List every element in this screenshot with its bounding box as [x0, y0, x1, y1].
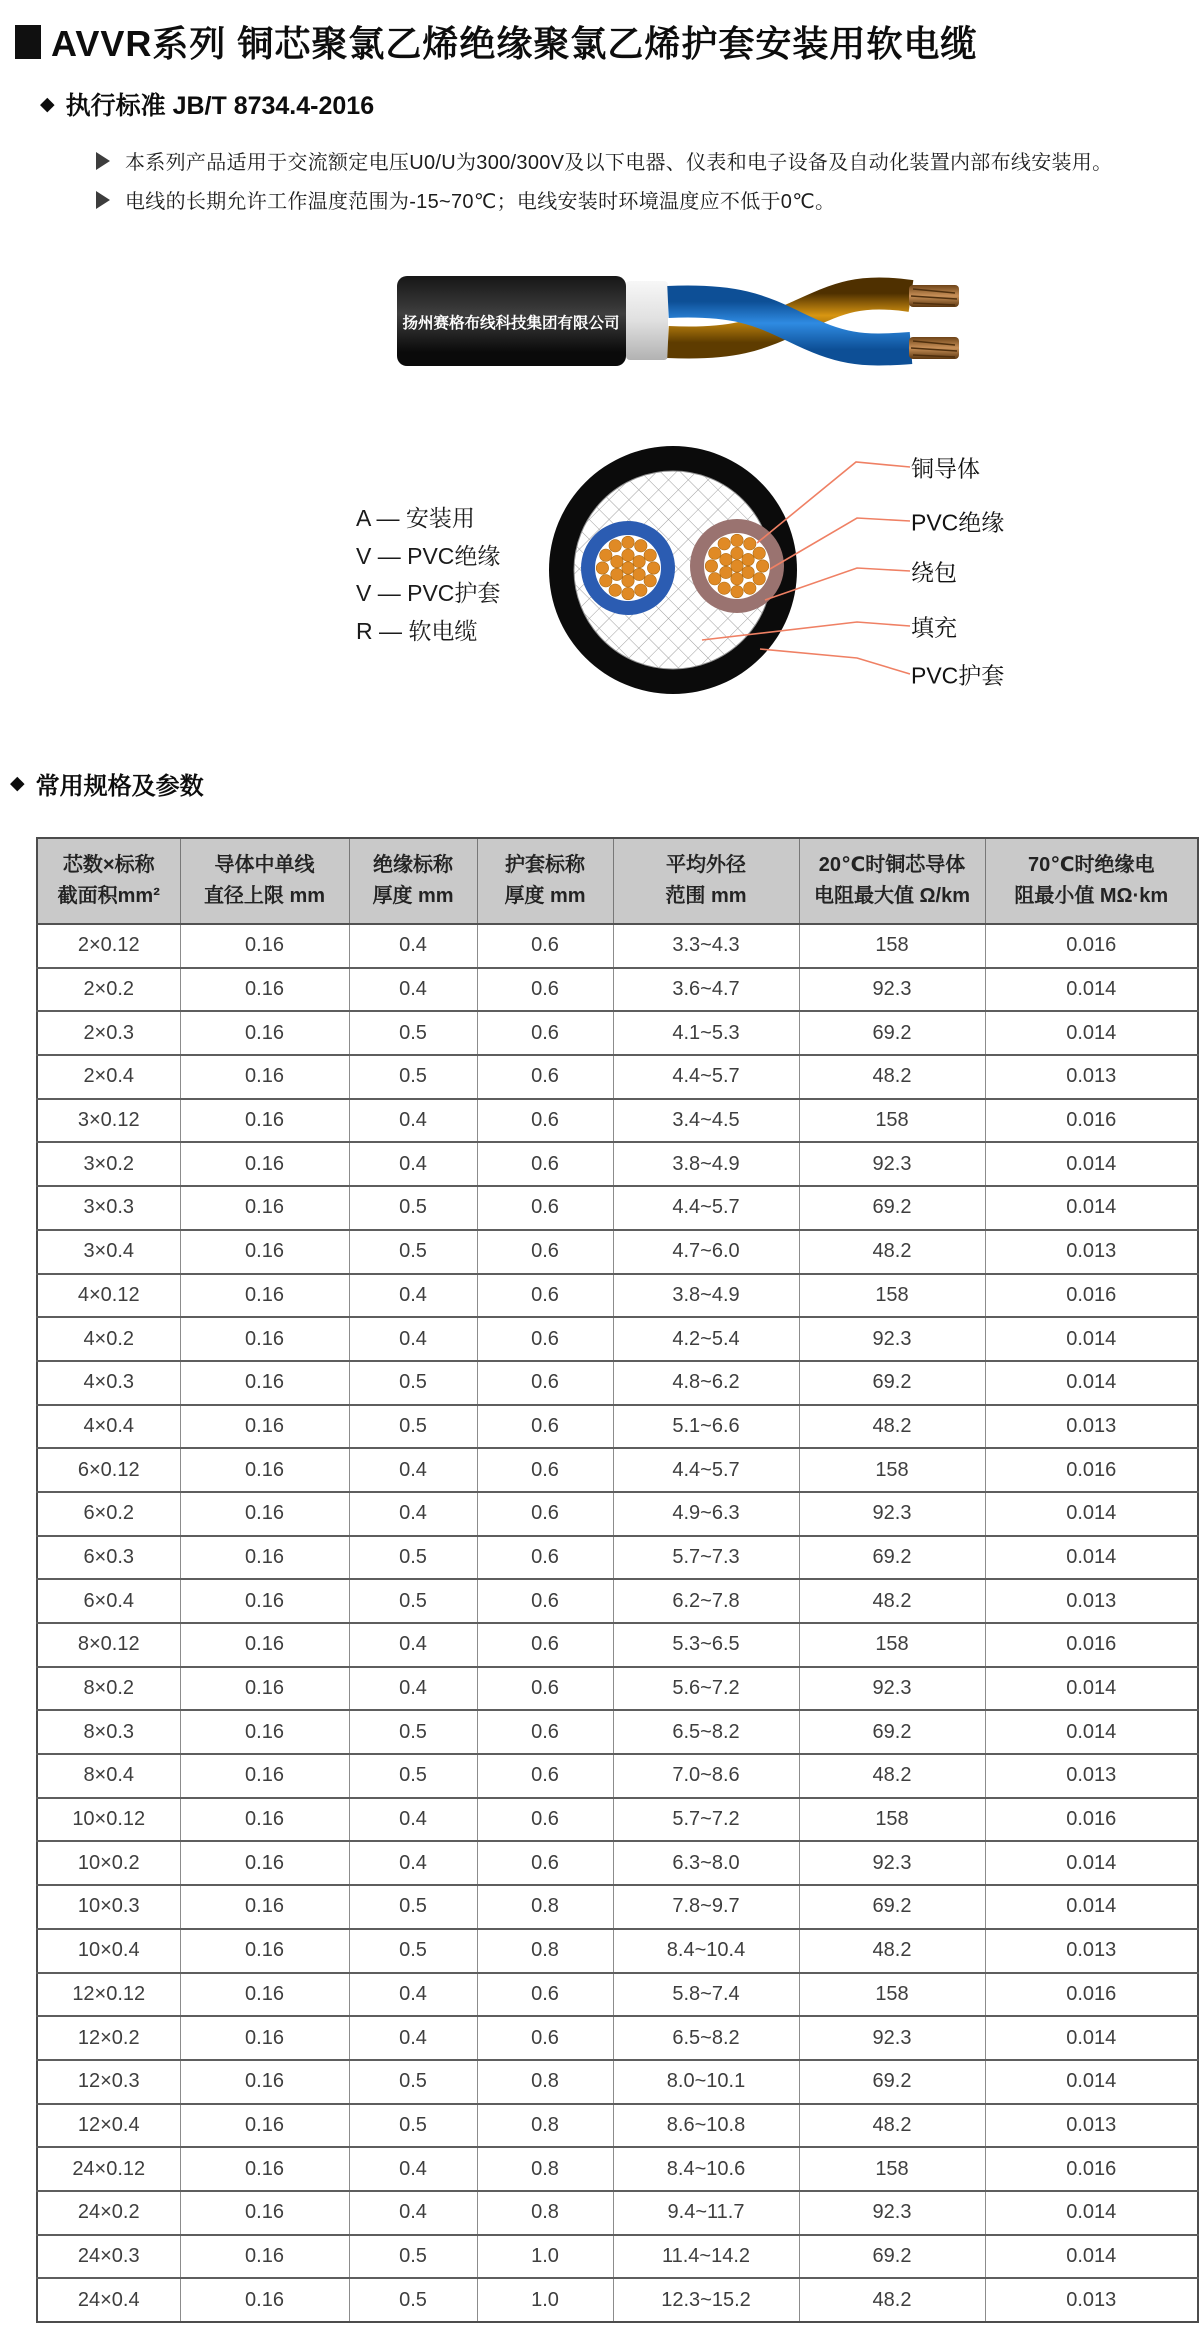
spec-cell: 24×0.3	[37, 2235, 180, 2279]
spec-cell: 0.8	[477, 1929, 613, 1973]
table-row	[37, 2191, 1198, 2235]
spec-cell: 0.6	[477, 1798, 613, 1842]
spec-cell: 8.4~10.6	[613, 2147, 799, 2191]
spec-cell: 0.16	[180, 1055, 349, 1099]
spec-cell: 0.016	[985, 1099, 1198, 1143]
cable-brand-text: 扬州赛格布线科技集团有限公司	[402, 315, 620, 332]
column-header: 导体中单线 直径上限 mm	[180, 838, 349, 924]
table-row	[37, 1754, 1198, 1798]
spec-cell: 8×0.12	[37, 1623, 180, 1667]
spec-cell: 0.16	[180, 1754, 349, 1798]
spec-cell: 0.5	[349, 2060, 477, 2104]
spec-cell: 0.4	[349, 1317, 477, 1361]
column-header: 护套标称 厚度 mm	[477, 838, 613, 924]
table-row	[37, 2016, 1198, 2060]
spec-cell: 0.16	[180, 1317, 349, 1361]
spec-cell: 92.3	[799, 1142, 985, 1186]
spec-cell: 0.16	[180, 1405, 349, 1449]
spec-cell: 10×0.12	[37, 1798, 180, 1842]
table-row	[37, 1011, 1198, 1055]
spec-cell: 0.016	[985, 1798, 1198, 1842]
spec-cell: 4.2~5.4	[613, 1317, 799, 1361]
spec-cell: 48.2	[799, 1579, 985, 1623]
spec-cell: 12×0.4	[37, 2104, 180, 2148]
spec-cell: 24×0.12	[37, 2147, 180, 2191]
spec-cell: 0.16	[180, 1011, 349, 1055]
spec-cell: 0.16	[180, 1623, 349, 1667]
spec-cell: 5.1~6.6	[613, 1405, 799, 1449]
spec-cell: 0.5	[349, 2235, 477, 2279]
table-row	[37, 1142, 1198, 1186]
spec-cell: 0.016	[985, 924, 1198, 968]
table-row	[37, 2147, 1198, 2191]
spec-cell: 158	[799, 1798, 985, 1842]
spec-cell: 0.16	[180, 1798, 349, 1842]
spec-cell: 48.2	[799, 2278, 985, 2322]
spec-cell: 4.8~6.2	[613, 1361, 799, 1405]
standard-text: 执行标准 JB/T 8734.4-2016	[65, 92, 375, 120]
table-row	[37, 1623, 1198, 1667]
column-header: 平均外径 范围 mm	[613, 838, 799, 924]
table-row	[37, 1885, 1198, 1929]
spec-cell: 3.4~4.5	[613, 1099, 799, 1143]
spec-cell: 0.4	[349, 1492, 477, 1536]
spec-cell: 0.014	[985, 968, 1198, 1012]
spec-cell: 2×0.3	[37, 1011, 180, 1055]
spec-cell: 0.6	[477, 2016, 613, 2060]
spec-cell: 0.6	[477, 1579, 613, 1623]
table-row	[37, 2235, 1198, 2279]
spec-cell: 0.4	[349, 1973, 477, 2017]
spec-cell: 0.014	[985, 2235, 1198, 2279]
spec-cell: 92.3	[799, 1317, 985, 1361]
structure-legend	[356, 500, 500, 650]
spec-cell: 0.5	[349, 1710, 477, 1754]
spec-cell: 0.6	[477, 1667, 613, 1711]
leader-line-sheath	[760, 649, 910, 674]
spec-cell: 0.6	[477, 1361, 613, 1405]
spec-cell: 92.3	[799, 2016, 985, 2060]
spec-cell: 0.013	[985, 1754, 1198, 1798]
spec-cell: 0.8	[477, 2060, 613, 2104]
spec-cell: 0.4	[349, 1798, 477, 1842]
spec-cell: 8×0.3	[37, 1710, 180, 1754]
spec-cell: 158	[799, 1274, 985, 1318]
spec-cell: 0.014	[985, 1186, 1198, 1230]
spec-cell: 0.5	[349, 2104, 477, 2148]
spec-cell: 0.16	[180, 1361, 349, 1405]
spec-cell: 5.7~7.2	[613, 1798, 799, 1842]
product-note	[96, 146, 1112, 175]
callout-label: 绕包	[911, 559, 957, 586]
spec-cell: 158	[799, 1448, 985, 1492]
title-square-marker	[15, 25, 41, 59]
spec-cell: 158	[799, 1973, 985, 2017]
spec-cell: 0.014	[985, 2191, 1198, 2235]
diamond-bullet-icon: ◆	[10, 773, 25, 794]
column-header: 20℃时铜芯导体 电阻最大值 Ω/km	[799, 838, 985, 924]
spec-cell: 3×0.4	[37, 1230, 180, 1274]
table-row	[37, 1929, 1198, 1973]
spec-cell: 0.4	[349, 1841, 477, 1885]
note-text: 本系列产品适用于交流额定电压U0/U为300/300V及以下电器、仪表和电子设备及自动化装置内部布线安装用。	[125, 152, 1113, 174]
spec-cell: 7.0~8.6	[613, 1754, 799, 1798]
spec-cell: 48.2	[799, 1055, 985, 1099]
spec-cell: 0.014	[985, 1885, 1198, 1929]
spec-cell: 0.16	[180, 1841, 349, 1885]
table-row	[37, 1667, 1198, 1711]
spec-cell: 2×0.4	[37, 1055, 180, 1099]
specs-table-body	[37, 924, 1198, 2322]
spec-cell: 0.013	[985, 1579, 1198, 1623]
spec-cell: 0.4	[349, 1448, 477, 1492]
table-row	[37, 2060, 1198, 2104]
table-row	[37, 1230, 1198, 1274]
spec-cell: 0.014	[985, 1841, 1198, 1885]
spec-cell: 0.4	[349, 1623, 477, 1667]
spec-cell: 0.014	[985, 1492, 1198, 1536]
spec-cell: 0.8	[477, 2104, 613, 2148]
spec-cell: 0.16	[180, 2278, 349, 2322]
spec-cell: 0.014	[985, 1536, 1198, 1580]
spec-cell: 0.16	[180, 2060, 349, 2104]
spec-cell: 0.6	[477, 1754, 613, 1798]
spec-cell: 0.014	[985, 2016, 1198, 2060]
spec-cell: 4.4~5.7	[613, 1055, 799, 1099]
spec-cell: 92.3	[799, 1492, 985, 1536]
spec-cell: 10×0.4	[37, 1929, 180, 1973]
spec-cell: 0.16	[180, 1186, 349, 1230]
spec-cell: 0.16	[180, 1579, 349, 1623]
spec-cell: 6×0.2	[37, 1492, 180, 1536]
header-row	[37, 838, 1198, 924]
spec-cell: 3.8~4.9	[613, 1274, 799, 1318]
spec-cell: 0.5	[349, 1361, 477, 1405]
table-row	[37, 1186, 1198, 1230]
spec-cell: 4.1~5.3	[613, 1011, 799, 1055]
triangle-bullet-icon	[96, 191, 110, 209]
legend-line: R — 软电缆	[356, 617, 478, 644]
spec-cell: 0.6	[477, 1011, 613, 1055]
spec-cell: 8.6~10.8	[613, 2104, 799, 2148]
spec-cell: 5.7~7.3	[613, 1536, 799, 1580]
spec-cell: 48.2	[799, 1230, 985, 1274]
callout-label: 填充	[911, 614, 957, 641]
standard-row	[40, 86, 374, 122]
table-row	[37, 2104, 1198, 2148]
spec-cell: 0.4	[349, 1667, 477, 1711]
spec-cell: 0.16	[180, 2235, 349, 2279]
spec-cell: 0.013	[985, 1929, 1198, 1973]
specs-section-title: 常用规格及参数	[35, 773, 204, 800]
spec-cell: 0.16	[180, 1710, 349, 1754]
spec-cell: 0.014	[985, 1142, 1198, 1186]
column-header: 芯数×标称 截面积mm²	[37, 838, 180, 924]
spec-cell: 0.16	[180, 1885, 349, 1929]
spec-cell: 12×0.12	[37, 1973, 180, 2017]
spec-cell: 5.3~6.5	[613, 1623, 799, 1667]
legend-line: V — PVC护套	[356, 580, 501, 606]
spec-cell: 0.5	[349, 1754, 477, 1798]
product-note	[96, 185, 835, 214]
spec-cell: 3.6~4.7	[613, 968, 799, 1012]
spec-cell: 0.4	[349, 2147, 477, 2191]
spec-cell: 3×0.2	[37, 1142, 180, 1186]
table-row	[37, 924, 1198, 968]
spec-cell: 8×0.4	[37, 1754, 180, 1798]
spec-cell: 3.3~4.3	[613, 924, 799, 968]
spec-cell: 0.16	[180, 1099, 349, 1143]
table-row	[37, 1448, 1198, 1492]
spec-cell: 0.6	[477, 1142, 613, 1186]
spec-cell: 4.4~5.7	[613, 1186, 799, 1230]
legend-line: V — PVC绝缘	[356, 542, 501, 569]
spec-cell: 1.0	[477, 2235, 613, 2279]
specs-section-row	[10, 766, 204, 801]
spec-cell: 2×0.2	[37, 968, 180, 1012]
copper-tip-bottom	[909, 337, 959, 359]
spec-cell: 0.6	[477, 1230, 613, 1274]
spec-cell: 0.6	[477, 1274, 613, 1318]
spec-cell: 3×0.3	[37, 1186, 180, 1230]
spec-cell: 3×0.12	[37, 1099, 180, 1143]
spec-cell: 0.16	[180, 1142, 349, 1186]
spec-cell: 69.2	[799, 1536, 985, 1580]
spec-cell: 69.2	[799, 2060, 985, 2104]
spec-cell: 0.6	[477, 1492, 613, 1536]
spec-cell: 0.5	[349, 1929, 477, 1973]
spec-cell: 6.5~8.2	[613, 2016, 799, 2060]
column-header: 70℃时绝缘电 阻最小值 MΩ·km	[985, 838, 1198, 924]
spec-cell: 0.16	[180, 1929, 349, 1973]
spec-cell: 12.3~15.2	[613, 2278, 799, 2322]
spec-cell: 0.8	[477, 2191, 613, 2235]
copper-tip-top	[909, 285, 959, 307]
note-text: 电线的长期允许工作温度范围为-15~70℃；电线安装时环境温度应不低于0℃。	[125, 191, 836, 213]
table-row	[37, 1099, 1198, 1143]
spec-cell: 3.8~4.9	[613, 1142, 799, 1186]
spec-cell: 1.0	[477, 2278, 613, 2322]
table-row	[37, 1973, 1198, 2017]
spec-cell: 48.2	[799, 1405, 985, 1449]
spec-cell: 12×0.3	[37, 2060, 180, 2104]
spec-cell: 0.16	[180, 2016, 349, 2060]
spec-cell: 5.6~7.2	[613, 1667, 799, 1711]
spec-cell: 6.5~8.2	[613, 1710, 799, 1754]
spec-cell: 0.6	[477, 968, 613, 1012]
spec-cell: 4.9~6.3	[613, 1492, 799, 1536]
spec-cell: 0.16	[180, 1448, 349, 1492]
table-row	[37, 1317, 1198, 1361]
spec-cell: 0.16	[180, 1492, 349, 1536]
spec-cell: 0.6	[477, 1186, 613, 1230]
spec-cell: 0.5	[349, 1885, 477, 1929]
spec-cell: 158	[799, 2147, 985, 2191]
spec-cell: 0.013	[985, 1055, 1198, 1099]
table-row	[37, 968, 1198, 1012]
callout-label: 铜导体	[911, 455, 980, 482]
spec-cell: 92.3	[799, 1667, 985, 1711]
spec-cell: 4×0.4	[37, 1405, 180, 1449]
table-row	[37, 1536, 1198, 1580]
triangle-bullet-icon	[96, 152, 110, 170]
table-row	[37, 2278, 1198, 2322]
spec-cell: 0.013	[985, 2104, 1198, 2148]
spec-cell: 4.4~5.7	[613, 1448, 799, 1492]
spec-cell: 8×0.2	[37, 1667, 180, 1711]
table-row	[37, 1798, 1198, 1842]
spec-cell: 0.4	[349, 2016, 477, 2060]
spec-cell: 6×0.4	[37, 1579, 180, 1623]
spec-cell: 0.014	[985, 1317, 1198, 1361]
spec-cell: 48.2	[799, 2104, 985, 2148]
spec-cell: 4×0.12	[37, 1274, 180, 1318]
spec-cell: 0.16	[180, 924, 349, 968]
spec-cell: 158	[799, 1623, 985, 1667]
spec-cell: 69.2	[799, 1361, 985, 1405]
spec-cell: 0.5	[349, 2278, 477, 2322]
legend-line: A — 安装用	[356, 505, 475, 531]
spec-cell: 0.16	[180, 968, 349, 1012]
spec-cell: 24×0.4	[37, 2278, 180, 2322]
spec-cell: 0.6	[477, 1973, 613, 2017]
spec-cell: 0.6	[477, 1055, 613, 1099]
spec-cell: 0.016	[985, 1448, 1198, 1492]
spec-cell: 0.6	[477, 924, 613, 968]
spec-cell: 6.3~8.0	[613, 1841, 799, 1885]
diamond-bullet-icon: ◆	[40, 93, 55, 115]
page-title-row	[15, 16, 977, 67]
spec-cell: 158	[799, 1099, 985, 1143]
spec-cell: 69.2	[799, 2235, 985, 2279]
spec-cell: 0.5	[349, 1011, 477, 1055]
spec-cell: 0.16	[180, 1973, 349, 2017]
spec-cell: 0.4	[349, 2191, 477, 2235]
spec-cell: 0.016	[985, 1973, 1198, 2017]
spec-cell: 0.016	[985, 2147, 1198, 2191]
spec-cell: 0.013	[985, 1230, 1198, 1274]
spec-cell: 0.6	[477, 1405, 613, 1449]
spec-cell: 10×0.2	[37, 1841, 180, 1885]
cable-photo	[395, 272, 965, 372]
table-row	[37, 1579, 1198, 1623]
spec-cell: 69.2	[799, 1011, 985, 1055]
spec-cell: 0.013	[985, 2278, 1198, 2322]
column-header: 绝缘标称 厚度 mm	[349, 838, 477, 924]
spec-cell: 24×0.2	[37, 2191, 180, 2235]
spec-cell: 0.16	[180, 2191, 349, 2235]
spec-cell: 92.3	[799, 2191, 985, 2235]
spec-cell: 10×0.3	[37, 1885, 180, 1929]
spec-cell: 69.2	[799, 1186, 985, 1230]
spec-cell: 0.4	[349, 968, 477, 1012]
spec-cell: 0.4	[349, 1274, 477, 1318]
spec-cell: 0.013	[985, 1405, 1198, 1449]
spec-cell: 0.6	[477, 1841, 613, 1885]
spec-cell: 0.016	[985, 1623, 1198, 1667]
spec-cell: 12×0.2	[37, 2016, 180, 2060]
table-row	[37, 1274, 1198, 1318]
table-row	[37, 1055, 1198, 1099]
spec-cell: 0.6	[477, 1710, 613, 1754]
spec-cell: 8.0~10.1	[613, 2060, 799, 2104]
spec-cell: 0.5	[349, 1405, 477, 1449]
callout-label: PVC护套	[911, 662, 1005, 689]
spec-cell: 69.2	[799, 1710, 985, 1754]
spec-cell: 9.4~11.7	[613, 2191, 799, 2235]
spec-cell: 158	[799, 924, 985, 968]
spec-cell: 0.6	[477, 1448, 613, 1492]
spec-cell: 0.014	[985, 2060, 1198, 2104]
spec-cell: 0.6	[477, 1317, 613, 1361]
spec-cell: 0.014	[985, 1710, 1198, 1754]
spec-cell: 4×0.2	[37, 1317, 180, 1361]
spec-cell: 6.2~7.8	[613, 1579, 799, 1623]
specs-table	[36, 837, 1199, 2323]
spec-cell: 8.4~10.4	[613, 1929, 799, 1973]
page-title: AVVR系列 铜芯聚氯乙烯绝缘聚氯乙烯护套安装用软电缆	[51, 23, 978, 64]
spec-cell: 0.5	[349, 1579, 477, 1623]
spec-cell: 0.5	[349, 1230, 477, 1274]
spec-cell: 7.8~9.7	[613, 1885, 799, 1929]
table-row	[37, 1710, 1198, 1754]
spec-cell: 0.4	[349, 1142, 477, 1186]
spec-cell: 92.3	[799, 1841, 985, 1885]
spec-cell: 0.014	[985, 1361, 1198, 1405]
table-row	[37, 1841, 1198, 1885]
spec-cell: 0.16	[180, 2104, 349, 2148]
cross-section-diagram	[520, 430, 940, 720]
spec-cell: 5.8~7.4	[613, 1973, 799, 2017]
spec-cell: 0.6	[477, 1536, 613, 1580]
spec-cell: 0.6	[477, 1623, 613, 1667]
spec-cell: 6×0.3	[37, 1536, 180, 1580]
spec-cell: 48.2	[799, 1754, 985, 1798]
table-row	[37, 1361, 1198, 1405]
table-row	[37, 1405, 1198, 1449]
spec-cell: 0.16	[180, 1230, 349, 1274]
cable-inner-sheath	[626, 281, 668, 360]
spec-cell: 0.4	[349, 1099, 477, 1143]
spec-cell: 0.8	[477, 2147, 613, 2191]
spec-cell: 0.014	[985, 1667, 1198, 1711]
spec-cell: 0.6	[477, 1099, 613, 1143]
spec-cell: 0.5	[349, 1055, 477, 1099]
spec-cell: 69.2	[799, 1885, 985, 1929]
callout-label: PVC绝缘	[911, 509, 1005, 536]
spec-cell: 92.3	[799, 968, 985, 1012]
spec-cell: 6×0.12	[37, 1448, 180, 1492]
spec-cell: 11.4~14.2	[613, 2235, 799, 2279]
spec-cell: 0.4	[349, 924, 477, 968]
spec-cell: 48.2	[799, 1929, 985, 1973]
table-row	[37, 1492, 1198, 1536]
spec-cell: 0.5	[349, 1536, 477, 1580]
spec-cell: 4.7~6.0	[613, 1230, 799, 1274]
spec-cell: 0.16	[180, 1536, 349, 1580]
spec-cell: 0.16	[180, 1274, 349, 1318]
spec-cell: 2×0.12	[37, 924, 180, 968]
spec-cell: 4×0.3	[37, 1361, 180, 1405]
spec-cell: 0.16	[180, 2147, 349, 2191]
spec-cell: 0.5	[349, 1186, 477, 1230]
spec-cell: 0.014	[985, 1011, 1198, 1055]
spec-cell: 0.16	[180, 1667, 349, 1711]
spec-cell: 0.016	[985, 1274, 1198, 1318]
spec-cell: 0.8	[477, 1885, 613, 1929]
